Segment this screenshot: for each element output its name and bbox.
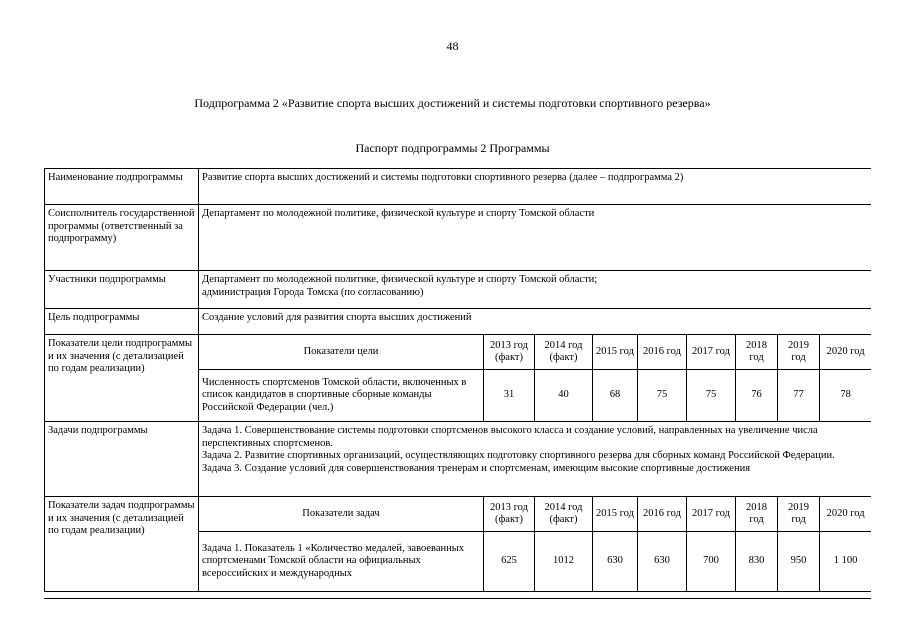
indicator-value: 630 bbox=[593, 532, 638, 592]
indicator-value: 700 bbox=[687, 532, 736, 592]
subprogram-title: Подпрограмма 2 «Развитие спорта высших достижений и системы подготовки спортивного резерва» bbox=[194, 96, 711, 110]
indicator-value: 830 bbox=[736, 532, 778, 592]
row-goal bbox=[45, 309, 872, 335]
row-label: Соисполнитель государственной программы (ответственный за подпрограмму) bbox=[45, 205, 199, 271]
year-header: 2017 год bbox=[687, 497, 736, 532]
year-header: 2016 год bbox=[638, 335, 687, 370]
row-goal-indicators-header bbox=[45, 335, 872, 370]
indicator-value: 75 bbox=[687, 370, 736, 422]
row-coexecutor bbox=[45, 205, 872, 271]
indicator-value: 950 bbox=[778, 532, 820, 592]
indicator-value: 1012 bbox=[535, 532, 593, 592]
row-label: Показатели задач подпрограммы и их значения (с детализацией по годам реализации) bbox=[45, 497, 199, 592]
passport-table bbox=[44, 168, 871, 592]
year-header: 2013 год (факт) bbox=[484, 335, 535, 370]
passport-table-container bbox=[44, 168, 871, 599]
indicator-value: 625 bbox=[484, 532, 535, 592]
page-number: 48 bbox=[446, 39, 459, 53]
year-header: 2013 год (факт) bbox=[484, 497, 535, 532]
year-header: 2014 год (факт) bbox=[535, 335, 593, 370]
value-line: Департамент по молодежной политике, физической культуре и спорту Томской области; bbox=[202, 274, 598, 285]
row-label: Задачи подпрограммы bbox=[45, 422, 199, 497]
indicator-header: Показатели задач bbox=[199, 497, 484, 532]
indicator-value: 40 bbox=[535, 370, 593, 422]
indicator-name: Задача 1. Показатель 1 «Количество медалей, завоеванных спортсменами Томской области на официальных всероссийских и международных bbox=[199, 532, 484, 592]
row-tasks bbox=[45, 422, 872, 497]
row-label: Участники подпрограммы bbox=[45, 271, 199, 309]
row-label: Наименование подпрограммы bbox=[45, 169, 199, 205]
year-header: 2018 год bbox=[736, 335, 778, 370]
row-name bbox=[45, 169, 872, 205]
passport-title: Паспорт подпрограммы 2 Программы bbox=[355, 141, 550, 155]
indicator-value: 68 bbox=[593, 370, 638, 422]
year-header: 2014 год (факт) bbox=[535, 497, 593, 532]
year-header: 2015 год bbox=[593, 335, 638, 370]
row-task-indicators-header bbox=[45, 497, 872, 532]
value-line: администрация Города Томска (по согласованию) bbox=[202, 286, 424, 298]
indicator-name: Численность спортсменов Томской области, включенных в список кандидатов в спортивные сборные команды Российской Федерации (чел.) bbox=[199, 370, 484, 422]
row-value: Создание условий для развития спорта высших достижений bbox=[199, 309, 872, 335]
year-header: 2019 год bbox=[778, 335, 820, 370]
year-header: 2019 год bbox=[778, 497, 820, 532]
row-label: Показатели цели подпрограммы и их значения (с детализацией по годам реализации) bbox=[45, 335, 199, 422]
indicator-value: 78 bbox=[820, 370, 872, 422]
indicator-header: Показатели цели bbox=[199, 335, 484, 370]
indicator-value: 75 bbox=[638, 370, 687, 422]
row-value: Департамент по молодежной политике, физической культуре и спорту Томской области bbox=[199, 205, 872, 271]
task-item: Задача 1. Совершенствование системы подготовки спортсменов высокого класса и создание условий, направленных на увеличение числа перспективных спортсменов. bbox=[202, 425, 818, 449]
year-header: 2020 год bbox=[820, 335, 872, 370]
year-header: 2020 год bbox=[820, 497, 872, 532]
year-header: 2017 год bbox=[687, 335, 736, 370]
task-item: Задача 3. Создание условий для совершенствования тренерам и спортсменам, имеющим высокие спортивные достижения bbox=[202, 462, 751, 474]
row-value bbox=[199, 271, 872, 309]
task-item: Задача 2. Развитие спортивных организаций, осуществляющих подготовку спортивного резерва для сборных команд Российской Федерации. bbox=[202, 450, 835, 461]
row-value: Развитие спорта высших достижений и системы подготовки спортивного резерва (далее – подпрограмма 2) bbox=[199, 169, 872, 205]
row-participants bbox=[45, 271, 872, 309]
indicator-value: 630 bbox=[638, 532, 687, 592]
row-label: Цель подпрограммы bbox=[45, 309, 199, 335]
indicator-value: 77 bbox=[778, 370, 820, 422]
indicator-value: 31 bbox=[484, 370, 535, 422]
year-header: 2016 год bbox=[638, 497, 687, 532]
year-header: 2018 год bbox=[736, 497, 778, 532]
indicator-value: 1 100 bbox=[820, 532, 872, 592]
year-header: 2015 год bbox=[593, 497, 638, 532]
indicator-value: 76 bbox=[736, 370, 778, 422]
tasks-list bbox=[199, 422, 872, 497]
